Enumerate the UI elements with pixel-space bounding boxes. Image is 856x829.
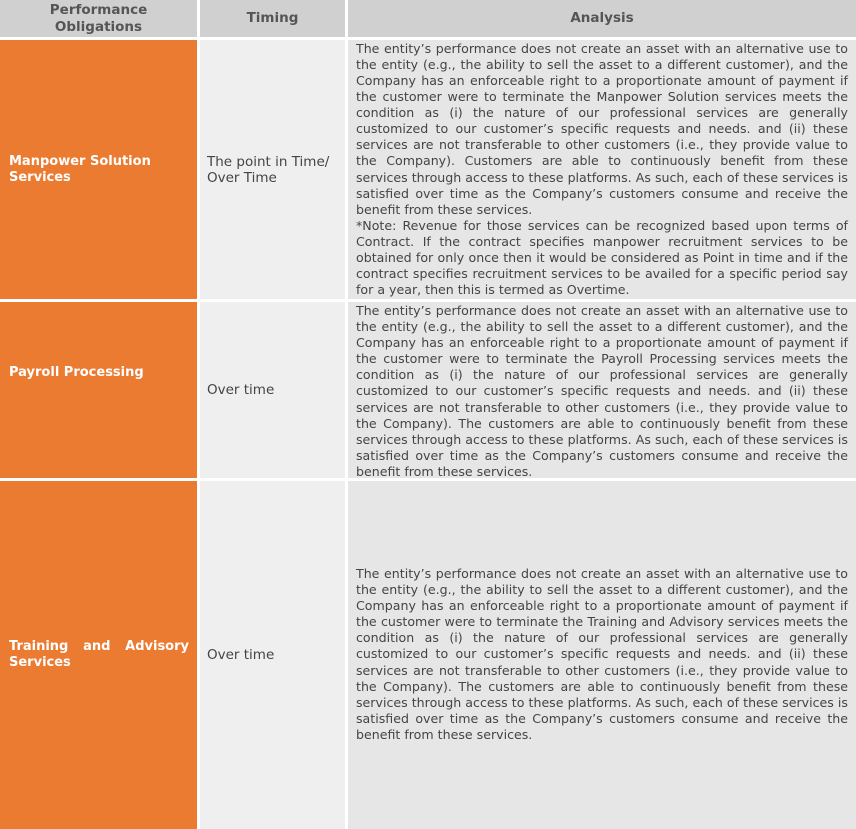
- obligation-label: Payroll Processing: [9, 365, 144, 380]
- obligation-label: Training and Advisory Services: [9, 639, 189, 670]
- timing-cell-manpower: [200, 40, 345, 299]
- header-analysis: [348, 0, 856, 37]
- analysis-text: [356, 566, 848, 743]
- analysis-cell-manpower: [348, 40, 856, 299]
- header-performance-obligations: [0, 0, 197, 37]
- obligation-cell-training: [0, 481, 197, 829]
- analysis-text: [356, 41, 848, 299]
- obligation-cell-payroll: [0, 302, 197, 478]
- timing-value: Over time: [207, 382, 275, 398]
- analysis-note: *Note: Revenue for those services can be recognized based upon terms of Contract. If the contract specifies manpower recruitment services to be obtained for only once then it would be considered as Point in time and if the contract specifies recruitment services to be availed for a specific period say for a year, then this is termed as Overtime.: [356, 217, 848, 298]
- analysis-paragraph: The entity’s performance does not create an asset with an alternative use to the entity (e.g., the ability to sell the asset to a different customer), and the Company has an enforceable right to a proportionate amount of payment if the customer were to terminate the Payroll Processing services meets the condition as (i) the nature of our professional services are generally customized to our customer’s specific requests and needs. and (ii) these services are not transferable to other customers (i.e., they provide value to the Company). The customers are able to continuously benefit from these services through access to these platforms. As such, each of these services is satisfied over time as the Company’s customers consume and receive the benefit from these services.: [356, 303, 848, 479]
- header-performance-obligations-label: Performance Obligations: [49, 1, 148, 35]
- analysis-cell-payroll: [348, 302, 856, 478]
- obligation-cell-manpower: [0, 40, 197, 299]
- header-timing: [200, 0, 345, 37]
- timing-cell-training: [200, 481, 345, 829]
- timing-value: The point in Time/ Over Time: [207, 153, 330, 186]
- timing-value: Over time: [207, 647, 275, 663]
- analysis-cell-training: [348, 481, 856, 829]
- obligation-label: Manpower Solution Services: [9, 153, 151, 185]
- analysis-text: [356, 303, 848, 480]
- timing-cell-payroll: [200, 302, 345, 478]
- header-analysis-label: Analysis: [570, 10, 634, 26]
- analysis-paragraph: The entity’s performance does not create an asset with an alternative use to the entity (e.g., the ability to sell the asset to a different customer), and the Company has an enforceable right to a proportionate amount of payment if the customer were to terminate the Training and Advisory services meets the condition as (i) the nature of our professional services are generally customized to our customer’s specific requests and needs. and (ii) these services are not transferable to other customers (i.e., they provide value to the Company). The customers are able to continuously benefit from these services through access to these platforms. As such, each of these services is satisfied over time as the Company’s customers consume and receive the benefit from these services.: [356, 566, 848, 742]
- header-timing-label: Timing: [246, 10, 299, 26]
- analysis-paragraph: The entity’s performance does not create an asset with an alternative use to the entity (e.g., the ability to sell the asset to a different customer), and the Company has an enforceable right to a proportionate amount of payment if the customer were to terminate the Manpower Solution services meets the condition as (i) the nature of our professional services are generally customized to our customer’s specific requests and needs. and (ii) these services are not transferable to other customers (i.e., they provide value to the Company). Customers are able to continuously benefit from these services through access to these platforms. As such, each of these services is satisfied over time as the Company’s customers consume and receive the benefit from these services.: [356, 40, 848, 217]
